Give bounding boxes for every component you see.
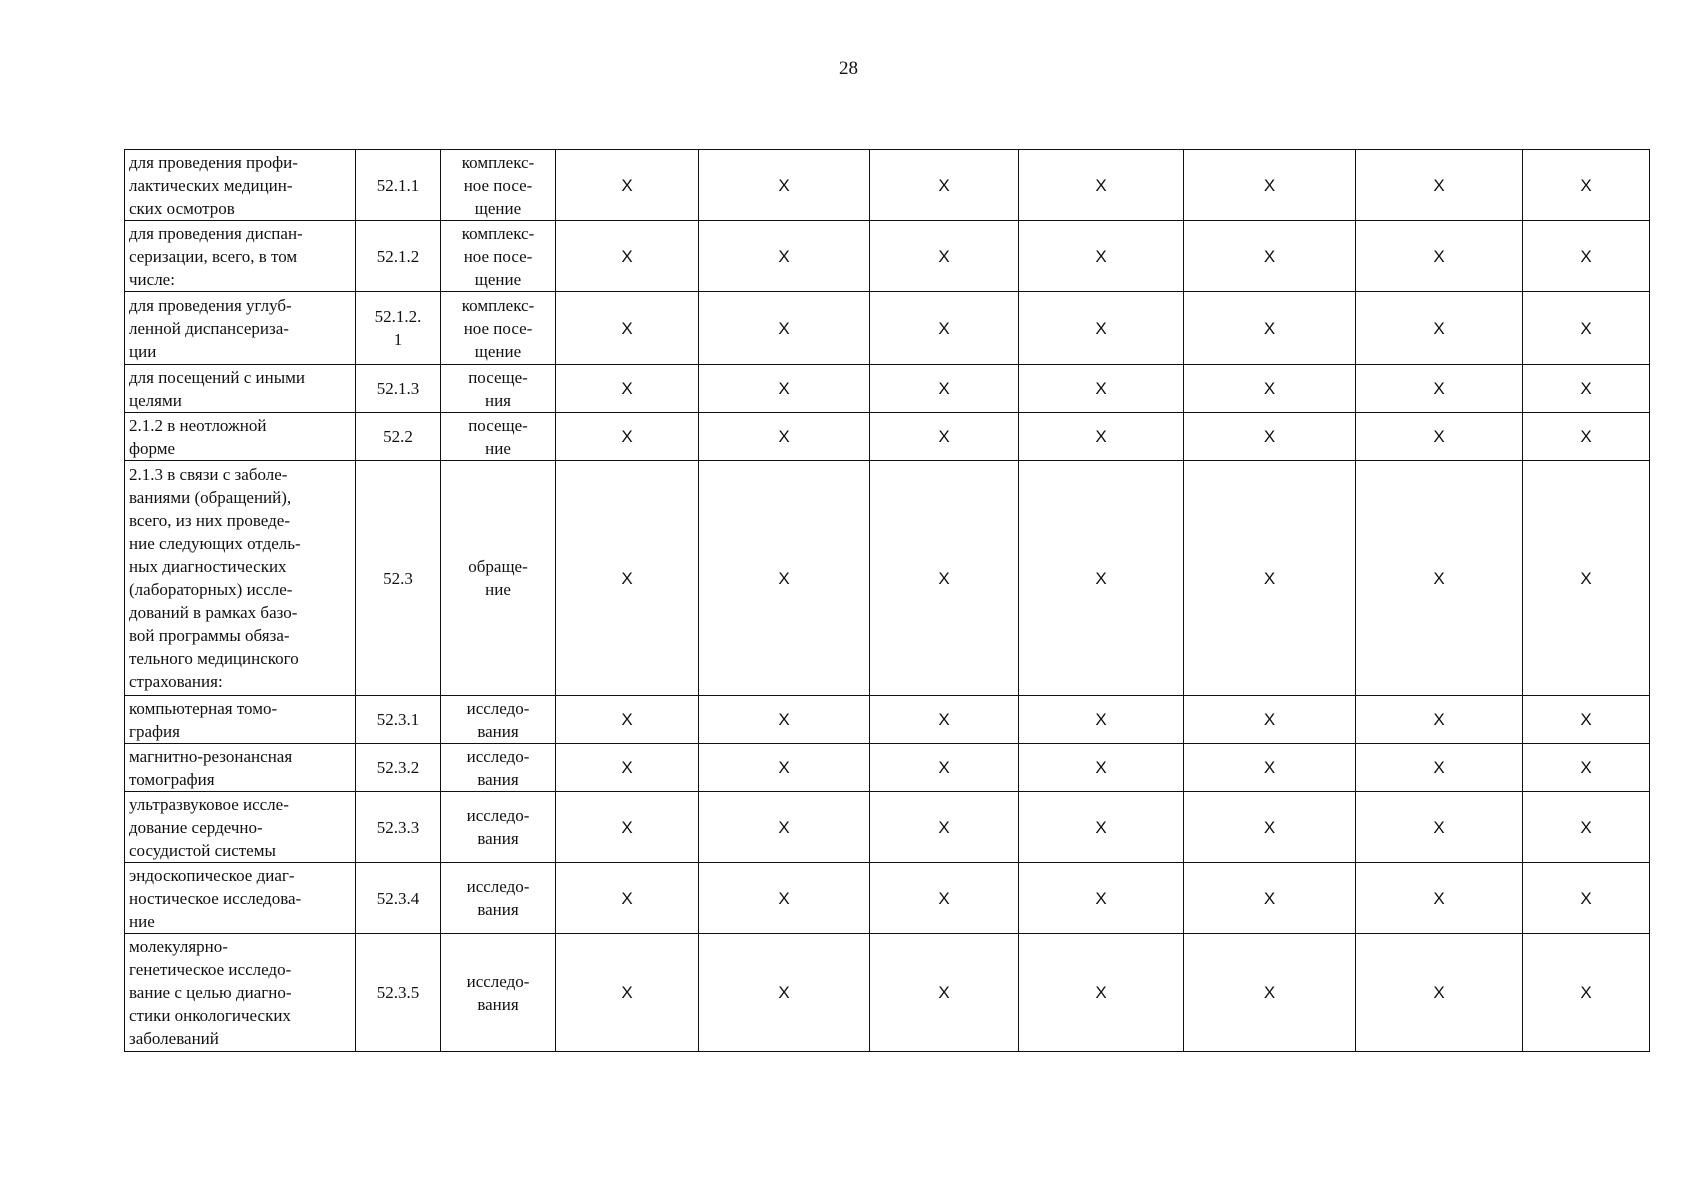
row-value-cell: X — [699, 461, 870, 696]
row-value-cell: X — [556, 365, 699, 413]
table-row — [125, 150, 1650, 221]
row-code-cell: 52.1.3 — [356, 365, 441, 413]
row-value-cell: X — [870, 744, 1019, 792]
row-name-cell: молекулярно- генетическое исследо- вание с целью диагно- стики онкологических заболеваний — [125, 934, 356, 1052]
row-value-cell: X — [1523, 413, 1650, 461]
row-value-cell: X — [1019, 461, 1184, 696]
row-value-cell: X — [1356, 696, 1523, 744]
row-value-cell: X — [1356, 150, 1523, 221]
row-value-cell: X — [1019, 365, 1184, 413]
row-value-cell: X — [1523, 365, 1650, 413]
row-value-cell: X — [870, 221, 1019, 292]
table-row — [125, 292, 1650, 365]
row-code-cell: 52.1.2. 1 — [356, 292, 441, 365]
row-value-cell: X — [699, 413, 870, 461]
row-code-cell: 52.3.4 — [356, 863, 441, 934]
row-name-cell: компьютерная томо- графия — [125, 696, 356, 744]
row-value-cell: X — [870, 461, 1019, 696]
row-value-cell: X — [556, 863, 699, 934]
row-value-cell: X — [1019, 744, 1184, 792]
row-code-cell: 52.3 — [356, 461, 441, 696]
row-value-cell: X — [1523, 461, 1650, 696]
row-value-cell: X — [1184, 461, 1356, 696]
row-value-cell: X — [1184, 221, 1356, 292]
row-value-cell: X — [1184, 934, 1356, 1052]
table-row — [125, 413, 1650, 461]
row-value-cell: X — [556, 292, 699, 365]
row-value-cell: X — [1356, 365, 1523, 413]
row-value-cell: X — [699, 292, 870, 365]
row-value-cell: X — [1356, 413, 1523, 461]
row-value-cell: X — [556, 150, 699, 221]
row-unit-cell: исследо- вания — [441, 792, 556, 863]
row-unit-cell: исследо- вания — [441, 863, 556, 934]
row-value-cell: X — [870, 150, 1019, 221]
row-code-cell: 52.3.3 — [356, 792, 441, 863]
row-value-cell: X — [556, 461, 699, 696]
row-value-cell: X — [556, 934, 699, 1052]
row-value-cell: X — [870, 365, 1019, 413]
row-value-cell: X — [1523, 292, 1650, 365]
row-value-cell: X — [556, 696, 699, 744]
row-unit-cell: исследо- вания — [441, 934, 556, 1052]
row-unit-cell: комплекс- ное посе- щение — [441, 150, 556, 221]
row-unit-cell: комплекс- ное посе- щение — [441, 221, 556, 292]
table-row — [125, 863, 1650, 934]
row-value-cell: X — [870, 696, 1019, 744]
row-value-cell: X — [699, 696, 870, 744]
row-value-cell: X — [1356, 792, 1523, 863]
row-code-cell: 52.3.2 — [356, 744, 441, 792]
table-row — [125, 461, 1650, 696]
row-value-cell: X — [1019, 863, 1184, 934]
row-value-cell: X — [1356, 461, 1523, 696]
row-value-cell: X — [1184, 696, 1356, 744]
row-value-cell: X — [699, 150, 870, 221]
row-value-cell: X — [556, 413, 699, 461]
row-value-cell: X — [1184, 150, 1356, 221]
row-code-cell: 52.1.1 — [356, 150, 441, 221]
table-row — [125, 696, 1650, 744]
row-value-cell: X — [1019, 413, 1184, 461]
row-unit-cell: комплекс- ное посе- щение — [441, 292, 556, 365]
row-value-cell: X — [1523, 792, 1650, 863]
page-number: 28 — [839, 58, 858, 79]
row-name-cell: эндоскопическое диаг- ностическое исследова- ние — [125, 863, 356, 934]
row-value-cell: X — [1019, 292, 1184, 365]
row-code-cell: 52.3.5 — [356, 934, 441, 1052]
row-value-cell: X — [1019, 792, 1184, 863]
row-value-cell: X — [1184, 744, 1356, 792]
row-value-cell: X — [1523, 221, 1650, 292]
row-value-cell: X — [870, 863, 1019, 934]
indicators-table — [124, 149, 1650, 1052]
row-value-cell: X — [870, 934, 1019, 1052]
row-name-cell: 2.1.2 в неотложной форме — [125, 413, 356, 461]
row-unit-cell: посеще- ние — [441, 413, 556, 461]
table-body — [125, 150, 1650, 1052]
row-value-cell: X — [870, 413, 1019, 461]
row-value-cell: X — [1184, 413, 1356, 461]
row-value-cell: X — [1523, 934, 1650, 1052]
row-value-cell: X — [1356, 292, 1523, 365]
row-name-cell: магнитно-резонансная томография — [125, 744, 356, 792]
row-name-cell: ультразвуковое иссле- дование сердечно- сосудистой системы — [125, 792, 356, 863]
row-value-cell: X — [556, 221, 699, 292]
row-code-cell: 52.2 — [356, 413, 441, 461]
row-value-cell: X — [1523, 696, 1650, 744]
row-unit-cell: посеще- ния — [441, 365, 556, 413]
row-value-cell: X — [1523, 863, 1650, 934]
table-row — [125, 221, 1650, 292]
row-unit-cell: исследо- вания — [441, 744, 556, 792]
row-value-cell: X — [1523, 744, 1650, 792]
row-value-cell: X — [870, 292, 1019, 365]
row-value-cell: X — [1356, 863, 1523, 934]
row-value-cell: X — [1019, 696, 1184, 744]
row-value-cell: X — [1356, 934, 1523, 1052]
row-value-cell: X — [699, 792, 870, 863]
table-row — [125, 934, 1650, 1052]
table-row — [125, 365, 1650, 413]
row-value-cell: X — [699, 744, 870, 792]
row-value-cell: X — [1184, 292, 1356, 365]
row-value-cell: X — [556, 744, 699, 792]
row-unit-cell: исследо- вания — [441, 696, 556, 744]
row-unit-cell: обраще- ние — [441, 461, 556, 696]
row-value-cell: X — [1184, 792, 1356, 863]
row-value-cell: X — [699, 934, 870, 1052]
row-value-cell: X — [1356, 744, 1523, 792]
row-name-cell: для проведения профи- лактических медицин- ских осмотров — [125, 150, 356, 221]
row-value-cell: X — [1184, 863, 1356, 934]
row-name-cell: 2.1.3 в связи с заболе- ваниями (обращений), всего, из них проведе- ние следующих отдель- ных диагностических (лабораторных) иссле- дований в рамках базо- вой программы обяза- тельного медицинского страхования: — [125, 461, 356, 696]
row-value-cell: X — [699, 365, 870, 413]
row-name-cell: для проведения диспан- серизации, всего, в том числе: — [125, 221, 356, 292]
row-value-cell: X — [1356, 221, 1523, 292]
row-value-cell: X — [556, 792, 699, 863]
row-value-cell: X — [1019, 934, 1184, 1052]
table-row — [125, 792, 1650, 863]
row-name-cell: для проведения углуб- ленной диспансериза- ции — [125, 292, 356, 365]
row-value-cell: X — [699, 863, 870, 934]
row-name-cell: для посещений с иными целями — [125, 365, 356, 413]
row-value-cell: X — [699, 221, 870, 292]
row-value-cell: X — [870, 792, 1019, 863]
table-row — [125, 744, 1650, 792]
row-value-cell: X — [1019, 221, 1184, 292]
row-value-cell: X — [1019, 150, 1184, 221]
row-value-cell: X — [1523, 150, 1650, 221]
row-value-cell: X — [1184, 365, 1356, 413]
row-code-cell: 52.1.2 — [356, 221, 441, 292]
row-code-cell: 52.3.1 — [356, 696, 441, 744]
